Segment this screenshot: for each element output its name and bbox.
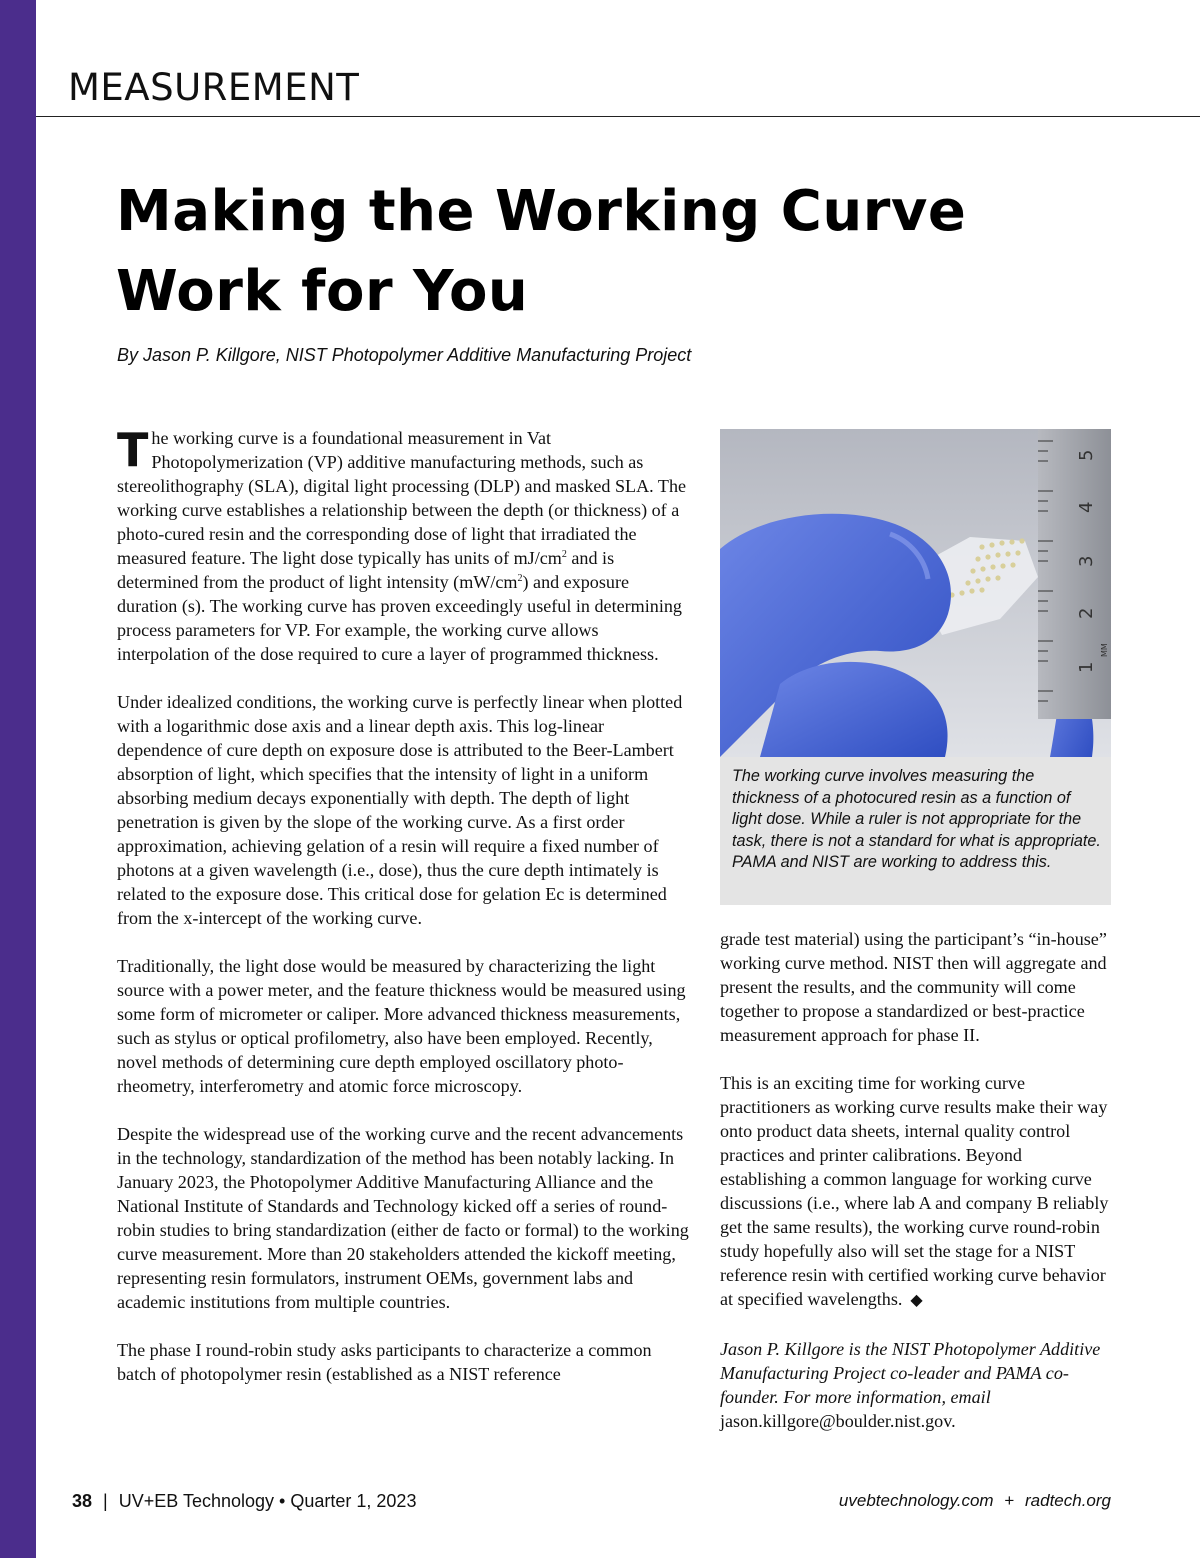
- ruler-label-2: 2: [1076, 607, 1097, 619]
- drop-cap: T: [117, 423, 149, 477]
- publication-name: UV+EB Technology: [118, 1491, 275, 1511]
- end-diamond-icon: ◆: [910, 1292, 923, 1309]
- paragraph-5: The phase I round-robin study asks participants to characterize a common batch of photopolymer resin (established as a NIST reference: [117, 1340, 652, 1384]
- paragraph-1: [117, 423, 692, 666]
- superscript-2: 2: [517, 572, 523, 584]
- ruler-label-4: 4: [1076, 501, 1097, 513]
- left-column: [117, 423, 692, 1410]
- ruler-label-1: 1: [1076, 661, 1097, 673]
- section-label: MEASUREMENT: [68, 66, 360, 109]
- site-link-uvebtechnology[interactable]: uvebtechnology.com: [838, 1491, 994, 1510]
- issue-label: Quarter 1, 2023: [290, 1491, 417, 1511]
- page-number: 38: [72, 1491, 93, 1511]
- paragraph-r2-text: This is an exciting time for working curve practitioners as working curve results make their way onto product data sheets, internal quality control practices and printer calibrations. Beyond establishing a common language for working curve discussions (i.e., where lab A and company B reliably get the same results), the working curve round-robin study hopefully also will set the stage for a NIST reference resin with certified working curve behavior at specified wavelengths.: [720, 1073, 1109, 1309]
- footer-left: [72, 1491, 416, 1512]
- superscript-2: 2: [561, 548, 567, 560]
- title-line-2: Work for You: [116, 259, 529, 324]
- paragraph-r1: grade test material) using the participant’s “in-house” working curve method. NIST then will aggregate and present the results, and the community will come together to propose a standardized or best-practice measurement approach for phase II.: [720, 929, 1107, 1045]
- footer-separator: |: [103, 1491, 108, 1511]
- byline: By Jason P. Killgore, NIST Photopolymer Additive Manufacturing Project: [117, 345, 692, 365]
- ruler-label-5: 5: [1076, 449, 1097, 461]
- photo-illustration: [720, 429, 1111, 757]
- footer-plus: +: [1004, 1491, 1015, 1510]
- ruler-label-3: 3: [1076, 555, 1097, 567]
- footer-dot: •: [279, 1491, 286, 1511]
- article-title: [116, 172, 1016, 332]
- section-divider: [36, 116, 1200, 117]
- title-line-1: Making the Working Curve: [116, 179, 967, 244]
- author-email-link[interactable]: jason.killgore@boulder.nist.gov.: [720, 1411, 956, 1431]
- paragraph-r2: [720, 1071, 1112, 1313]
- author-bio-text: Jason P. Killgore is the NIST Photopolymer Additive Manufacturing Project co-leader and PAMA co-founder. For more information, email: [720, 1339, 1101, 1407]
- paragraph-1-text-a: he working curve is a foundational measurement in Vat Photopolymerization (VP) additive manufacturing methods, such as stereolithography (SLA), digital light processing (DLP) and masked SLA. The working curve establishes a relationship between the depth (or thickness) of a photo-cured resin and the corresponding dose of light that irradiated the measured feature. The light dose typically has units of mJ/cm: [117, 428, 687, 568]
- paragraph-1-text-c: ) and exposure duration (s). The working curve has proven exceedingly useful in determining process parameters for VP. For example, the working curve allows interpolation of the dose required to cure a layer of programmed thickness.: [117, 572, 682, 664]
- footer-right: [839, 1491, 1111, 1511]
- paragraph-2: Under idealized conditions, the working curve is perfectly linear when plotted with a logarithmic dose axis and a linear depth axis. This log-linear dependence of cure depth on exposure dose is attributed to the Beer-Lambert absorption of light, which specifies that the intensity of light in a uniform absorbing medium decays exponentially with depth. The depth of light penetration is given by the slope of the working curve. As a first order approximation, achieving gelation of a resin will require a fixed number of photons at a given wavelength (i.e., dose), thus the cure depth intimately is related to the exposure dose. This critical dose for gelation Ec is determined from the x-intercept of the working curve.: [117, 692, 683, 928]
- purple-sidebar-bar: [0, 0, 36, 1558]
- paragraph-3: Traditionally, the light dose would be measured by characterizing the light source with a power meter, and the feature thickness would be measured using some form of micrometer or caliper. More advanced thickness measurements, such as stylus or optical profilometry, also have been employed. Recently, novel methods of determining cure depth employed oscillatory photo-rheometry, interferometry and atomic force microscopy.: [117, 956, 686, 1096]
- author-bio: [720, 1337, 1112, 1433]
- figure-photo: [720, 429, 1111, 757]
- figure-caption-box: [720, 757, 1111, 905]
- right-column: [720, 927, 1112, 1457]
- site-link-radtech[interactable]: radtech.org: [1025, 1491, 1111, 1510]
- figure-caption: The working curve involves measuring the thickness of a photocured resin as a function of light dose. While a ruler is not appropriate for the task, there is not a standard for what is appropriate. PAMA and NIST are working to address this.: [732, 767, 1101, 871]
- ruler-unit-label: MM: [1100, 643, 1109, 657]
- paragraph-4: Despite the widespread use of the working curve and the recent advancements in the technology, standardization of the method has been notably lacking. In January 2023, the Photopolymer Additive Manufacturing Alliance and the National Institute of Standards and Technology kicked off a series of round-robin studies to bring standardization (either de facto or formal) to the working curve measurement. More than 20 stakeholders attended the kickoff meeting, representing resin formulators, instrument OEMs, government labs and academic institutions from multiple countries.: [117, 1124, 689, 1312]
- paragraph-1-text-b: and is determined from the product of light intensity (mW/cm: [117, 548, 615, 592]
